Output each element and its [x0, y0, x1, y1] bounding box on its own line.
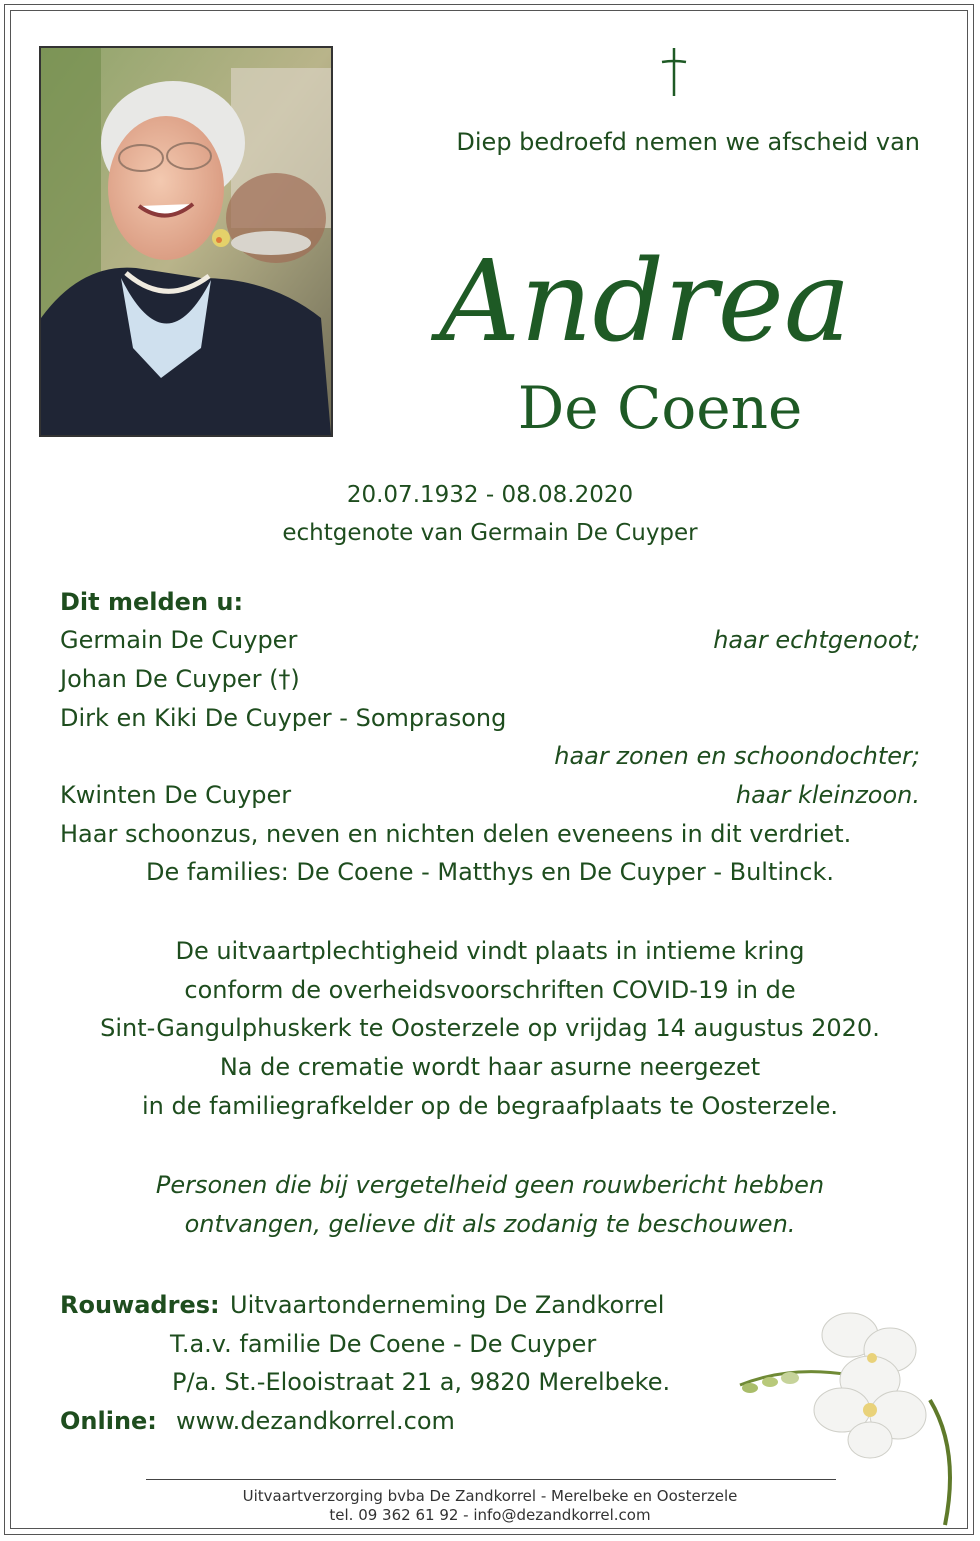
notice-line: ontvangen, gelieve dit als zodanig te beschouwen. — [184, 1210, 796, 1238]
last-name: De Coene — [517, 374, 803, 442]
portrait-photo — [39, 46, 333, 437]
footer-rule — [146, 1479, 836, 1480]
family-heading-row — [60, 588, 920, 622]
first-name-script — [410, 222, 880, 372]
rouwadres-label: Rouwadres: — [60, 1291, 220, 1319]
rouwadres-line: Uitvaartonderneming De Zandkorrel — [230, 1291, 665, 1319]
online-label: Online: — [60, 1407, 157, 1435]
family-relation: haar echtgenoot; — [713, 626, 920, 654]
ceremony-line: De uitvaartplechtigheid vindt plaats in intieme kring — [175, 937, 805, 965]
family-heading: Dit melden u: — [60, 588, 244, 616]
family-name: Kwinten De Cuyper — [60, 781, 292, 809]
family-row — [60, 742, 920, 776]
spouse-line: echtgenote van Germain De Cuyper — [282, 520, 698, 546]
extended-family-text: Haar schoonzus, neven en nichten delen eveneens in dit verdriet. — [60, 820, 852, 848]
ceremony-line: Sint-Gangulphuskerk te Oosterzele op vrijdag 14 augustus 2020. — [100, 1014, 880, 1042]
family-name: Germain De Cuyper — [60, 626, 298, 654]
cross-icon — [656, 46, 692, 98]
rouwadres-line: T.a.v. familie De Coene - De Cuyper — [170, 1330, 597, 1358]
ceremony-line: Na de crematie wordt haar asurne neergezet — [219, 1053, 761, 1081]
ceremony-line: in de familiegrafkelder op de begraafplaats te Oosterzele. — [141, 1092, 839, 1120]
ceremony-line: conform de overheidsvoorschriften COVID-19 in de — [184, 976, 796, 1004]
family-relation: haar kleinzoon. — [735, 781, 920, 809]
extended-family-line — [60, 820, 920, 854]
rouwadres-line: P/a. St.-Elooistraat 21 a, 9820 Merelbeke. — [172, 1368, 671, 1396]
footer-line: Uitvaartverzorging bvba De Zandkorrel - Merelbeke en Oosterzele — [242, 1487, 738, 1505]
first-name-text: Andrea — [439, 237, 851, 367]
family-row — [60, 626, 920, 660]
notice-line: Personen die bij vergetelheid geen rouwbericht hebben — [155, 1171, 825, 1199]
family-name: Dirk en Kiki De Cuyper - Somprasong — [60, 704, 507, 732]
families-line: De families: De Coene - Matthys en De Cuyper - Bultinck. — [146, 858, 834, 886]
life-dates: 20.07.1932 - 08.08.2020 — [346, 482, 634, 508]
online-url-link[interactable]: www.dezandkorrel.com — [176, 1407, 455, 1435]
family-relation: haar zonen en schoondochter; — [554, 742, 920, 770]
family-row — [60, 704, 920, 738]
intro-text: Diep bedroefd nemen we afscheid van — [456, 128, 920, 156]
footer-contact-line: tel. 09 362 61 92 - info@dezandkorrel.com — [329, 1506, 651, 1524]
family-name: Johan De Cuyper (†) — [60, 665, 300, 693]
family-row — [60, 665, 920, 699]
family-row — [60, 781, 920, 815]
